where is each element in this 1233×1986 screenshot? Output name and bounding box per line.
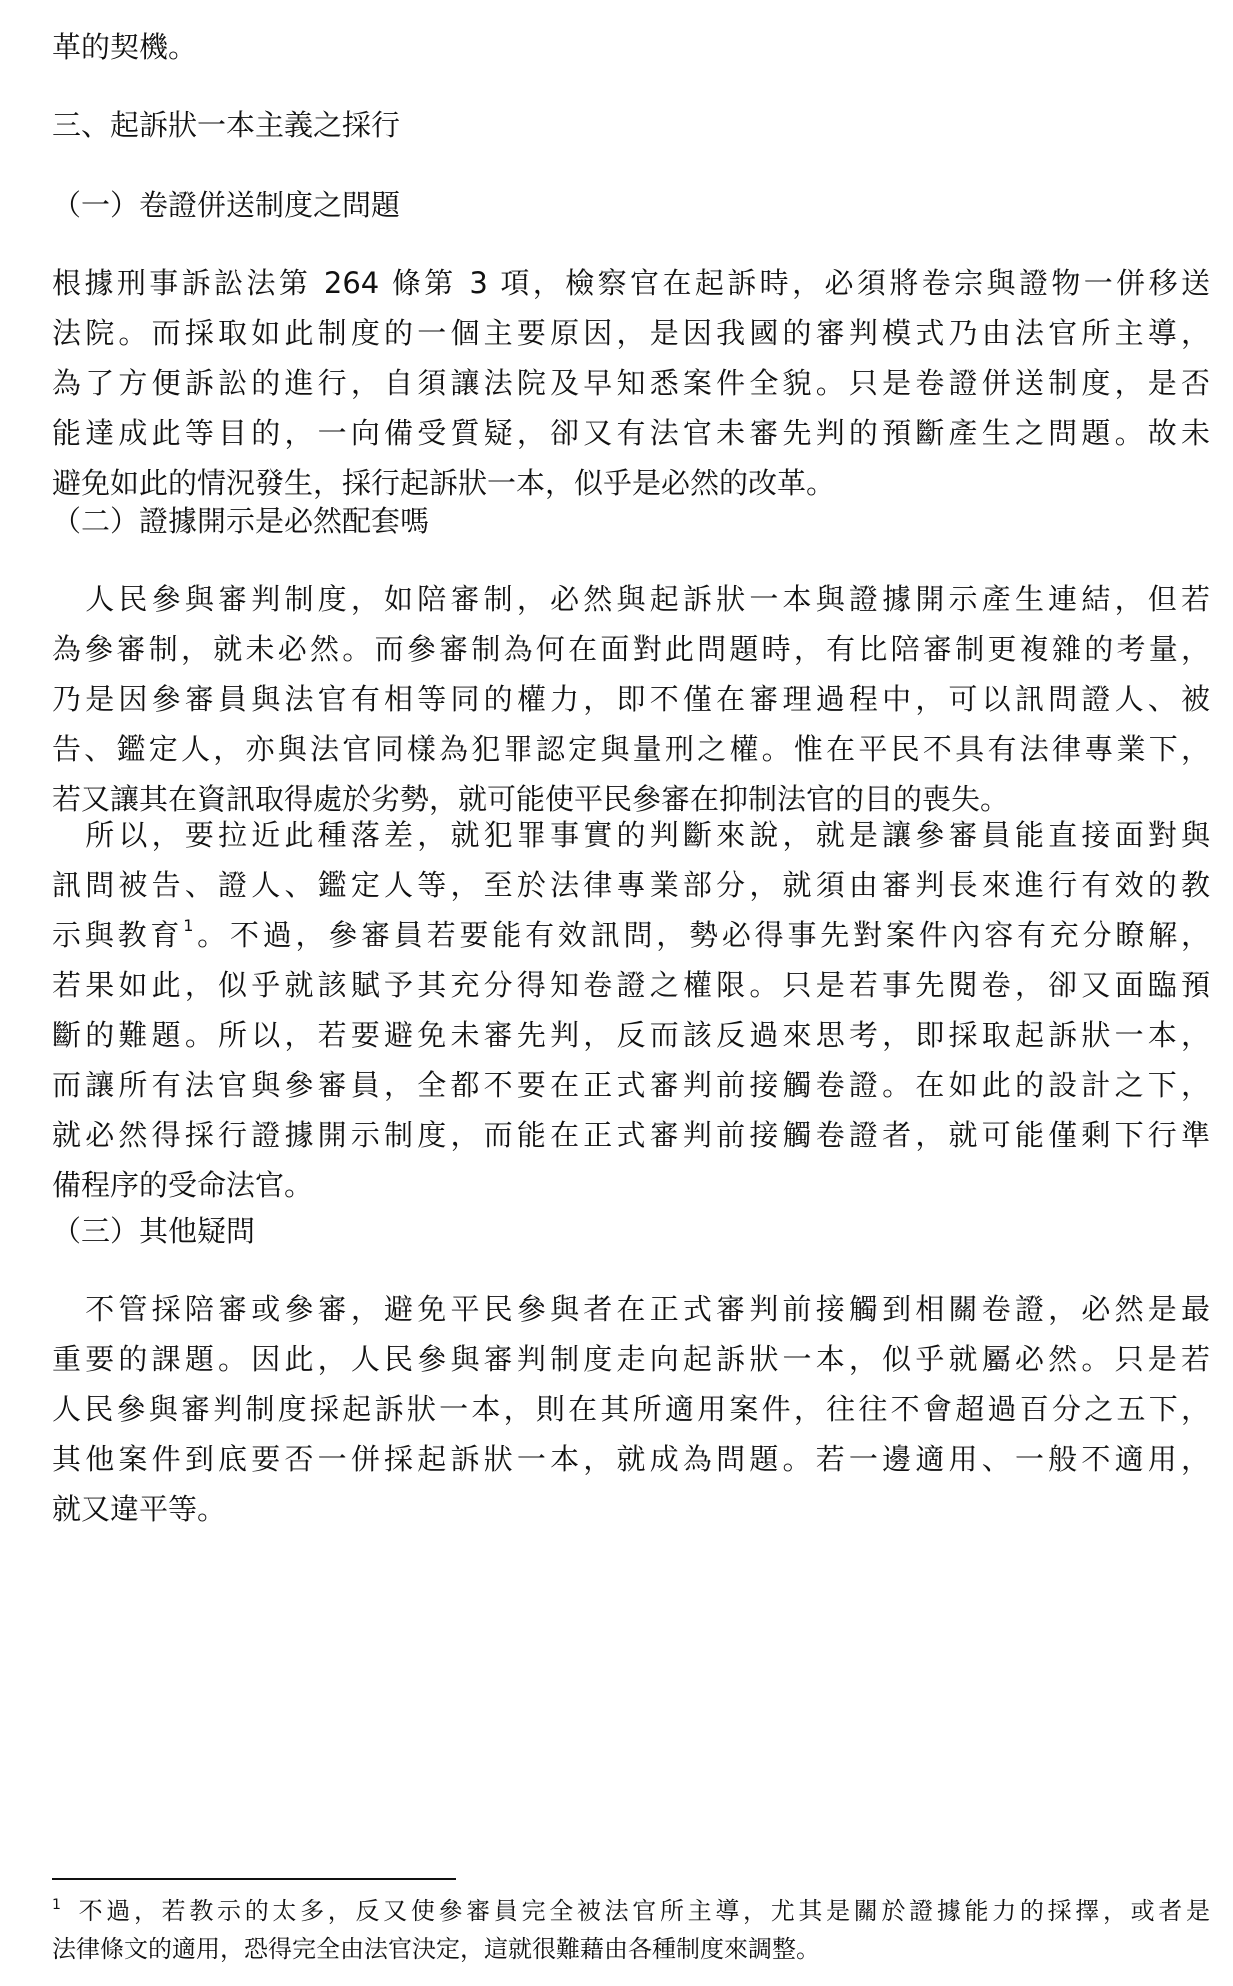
paragraph-section2-2 <box>52 810 1210 1210</box>
paragraph-section1 <box>52 258 1210 508</box>
subsection-heading-2 <box>52 496 1210 546</box>
footnote-line <box>52 1892 1210 1930</box>
text-line: 若果如此，似乎就該賦予其充分得知卷證之權限。只是若事先閱卷，卻又面臨預 <box>52 968 1210 1002</box>
footnote-separator <box>52 1878 456 1880</box>
text-line: 若又讓其在資訊取得處於劣勢，就可能使平民參審在抑制法官的目的喪失。 <box>52 782 1010 816</box>
text-line: 避免如此的情況發生，採行起訴狀一本，似乎是必然的改革。 <box>52 466 836 500</box>
text-line: 人民參與審判制度，如陪審制，必然與起訴狀一本與證據開示產生連結，但若 <box>52 582 1210 616</box>
text-line: 人民參與審判制度採起訴狀一本，則在其所適用案件，往往不會超過百分之五下， <box>52 1392 1210 1426</box>
text-line: 斷的難題。所以，若要避免未審先判，反而該反過來思考，即採取起訴狀一本， <box>52 1018 1210 1052</box>
heading-text: （三）其他疑問 <box>52 1214 256 1248</box>
text-line: 為了方便訴訟的進行，自須讓法院及早知悉案件全貌。只是卷證併送制度，是否 <box>52 366 1210 400</box>
heading-text: （二）證據開示是必然配套嗎 <box>52 504 430 538</box>
footnote-mark: 1 <box>52 1897 61 1913</box>
text-segment: 。不過，參審員若要能有效訊問，勢必得事先對案件內容有充分瞭解， <box>193 918 1210 952</box>
text-line: 重要的課題。因此，人民參與審判制度走向起訴狀一本，似乎就屬必然。只是若 <box>52 1342 1210 1376</box>
text-line: 就又違平等。 <box>52 1492 227 1526</box>
text-line: 所以，要拉近此種落差，就犯罪事實的判斷來說，就是讓參審員能直接面對與 <box>52 818 1210 852</box>
heading-text: （一）卷證併送制度之問題 <box>52 188 401 222</box>
text-line: 訊問被告、證人、鑑定人等，至於法律專業部分，就須由審判長來進行有效的教 <box>52 868 1210 902</box>
footnote <box>52 1892 1210 1968</box>
text-line: 法院。而採取如此制度的一個主要原因，是因我國的審判模式乃由法官所主導， <box>52 316 1210 350</box>
text-line: 備程序的受命法官。 <box>52 1168 314 1202</box>
paragraph-section3 <box>52 1284 1210 1534</box>
section-heading-main <box>52 100 1210 150</box>
text-line: 革的契機。 <box>52 30 198 64</box>
text-line-with-footnote <box>52 910 1210 960</box>
subsection-heading-3 <box>52 1206 1210 1256</box>
text-line: 為參審制，就未必然。而參審制為何在面對此問題時，有比陪審制更複雜的考量， <box>52 632 1210 666</box>
subsection-heading-1 <box>52 180 1210 230</box>
text-segment: 示與教育 <box>52 918 184 952</box>
footnote-line: 法律條文的適用，恐得完全由法官決定，這就很難藉由各種制度來調整。 <box>52 1935 820 1963</box>
intro-paragraph <box>52 22 1210 72</box>
text-line: 根據刑事訴訟法第 264 條第 3 項，檢察官在起訴時，必須將卷宗與證物一併移送 <box>52 266 1210 300</box>
text-line: 就必然得採行證據開示制度，而能在正式審判前接觸卷證者，就可能僅剩下行準 <box>52 1118 1210 1152</box>
heading-text: 三、起訴狀一本主義之採行 <box>52 108 401 142</box>
text-line: 其他案件到底要否一併採起訴狀一本，就成為問題。若一邊適用、一般不適用， <box>52 1442 1210 1476</box>
footnote-text: 不過，若教示的太多，反又使參審員完全被法官所主導，尤其是關於證據能力的採擇，或者是 <box>74 1897 1210 1925</box>
text-line: 告、鑑定人，亦與法官同樣為犯罪認定與量刑之權。惟在平民不具有法律專業下， <box>52 732 1210 766</box>
footnote-reference[interactable]: 1 <box>183 916 194 935</box>
paragraph-section2-1 <box>52 574 1210 824</box>
text-line: 而讓所有法官與參審員，全都不要在正式審判前接觸卷證。在如此的設計之下， <box>52 1068 1210 1102</box>
text-line: 乃是因參審員與法官有相等同的權力，即不僅在審理過程中，可以訊問證人、被 <box>52 682 1210 716</box>
text-line: 不管採陪審或參審，避免平民參與者在正式審判前接觸到相關卷證，必然是最 <box>52 1292 1210 1326</box>
text-line: 能達成此等目的，一向備受質疑，卻又有法官未審先判的預斷產生之問題。故未 <box>52 416 1210 450</box>
